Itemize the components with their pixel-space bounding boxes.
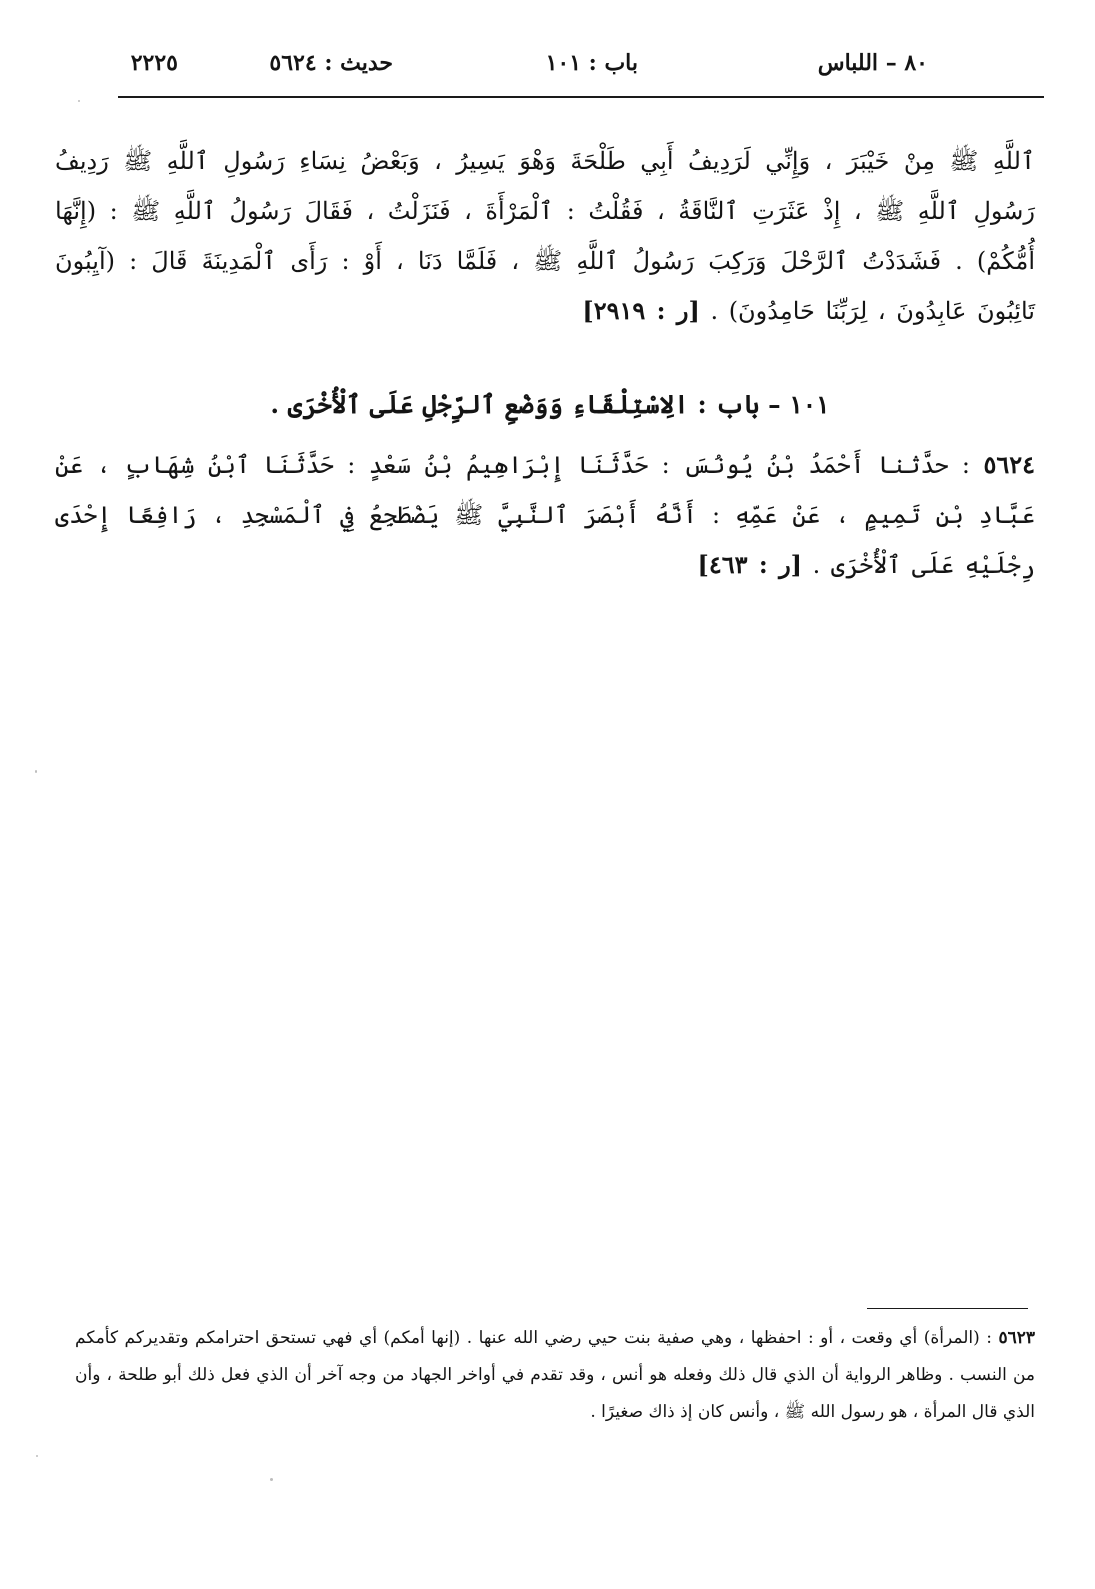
footnote-number: ٥٦٢٣ bbox=[998, 1328, 1035, 1348]
scan-speck bbox=[36, 1455, 38, 1457]
scan-speck bbox=[35, 770, 37, 773]
chapter-reference: باب : ١٠١ bbox=[545, 50, 638, 76]
footnote-divider bbox=[867, 1308, 1028, 1309]
hadith-number: ٥٦٢٤ bbox=[983, 450, 1035, 479]
running-header bbox=[118, 44, 1038, 94]
hadith-continuation bbox=[55, 136, 1035, 336]
footnote bbox=[75, 1320, 1035, 1431]
scan-speck bbox=[78, 100, 80, 102]
scan-speck bbox=[270, 1478, 273, 1481]
footnote-text: : (المرأة) أي وقعت ، أو : احفظها ، وهي صفية بنت حيي رضي الله عنها . (إنها أمكم) أي فهي تستحق احترامكم وتقديركم كأمكم من النسب . وظاهر الرواية أن الذي قال ذلك وفعله هو أنس ، وقد تقدم في أواخر الجهاد من وجه آخر أن الذي فعل ذلك أبو طلحة ، وأن الذي قال المرأة ، هو رسول الله ﷺ ، وأنس كان إذ ذاك صغيرًا . bbox=[75, 1328, 1035, 1422]
page-number: ٢٢٢٥ bbox=[130, 50, 178, 76]
cross-reference: [ر : ٤٦٣] bbox=[697, 550, 803, 579]
chapter-heading: ١٠١ – باب : الِاسْتِلْقَاءِ وَوَضْعِ ٱلرِّجْلِ عَلَى ٱلْأُخْرَى . bbox=[270, 390, 830, 419]
cross-reference: [ر : ٢٩١٩] bbox=[582, 296, 700, 325]
header-divider bbox=[118, 96, 1044, 98]
hadith-text: : حدَّثنا أَحْمَدُ بْنُ يُونُسَ : حَدَّثَنَا إِبْرَاهِيمُ بْنُ سَعْدٍ : حَدَّثَنَا ٱبْنُ شِهَابٍ ، عَنْ عَبَّادِ بْنِ تَمِيمٍ ، عَنْ عَمِّهِ : أَنَّهُ أَبْصَرَ ٱلنَّبِيَّ ﷺ يَضْطَجِعُ فِي ٱلْمَسْجِدِ ، رَافِعًا إِحْدَى رِجْلَيْهِ عَلَى ٱلْأُخْرَى . bbox=[55, 451, 1035, 579]
hadith-continuation-text: ٱللَّهِ ﷺ مِنْ خَيْبَرَ ، وَإِنِّي لَرَدِيفُ أَبِي طَلْحَةَ وَهْوَ يَسِيرُ ، وَبَعْضُ نِسَاءِ رَسُولِ ٱللَّهِ ﷺ رَدِيفُ رَسُولِ ٱللَّهِ ﷺ ، إِذْ عَثَرَتِ ٱلنَّاقَةُ ، فَقُلْتُ : ٱلْمَرْأَةَ ، فَنَزَلْتُ ، فَقَالَ رَسُولُ ٱللَّهِ ﷺ : (إِنَّهَا أُمُّكُمْ) . فَشَدَدْتُ ٱلرَّحْلَ وَرَكِبَ رَسُولُ ٱللَّهِ ﷺ ، فَلَمَّا دَنَا ، أَوْ : رَأَى ٱلْمَدِينَةَ قَالَ : (آيِبُونَ تَائِبُونَ عَابِدُونَ ، لِرَبِّنَا حَامِدُونَ) . bbox=[55, 147, 1035, 325]
hadith-entry bbox=[55, 440, 1035, 590]
hadith-reference: حديث : ٥٦٢٤ bbox=[269, 50, 393, 76]
book-title: ٨٠ – اللباس bbox=[817, 50, 928, 76]
